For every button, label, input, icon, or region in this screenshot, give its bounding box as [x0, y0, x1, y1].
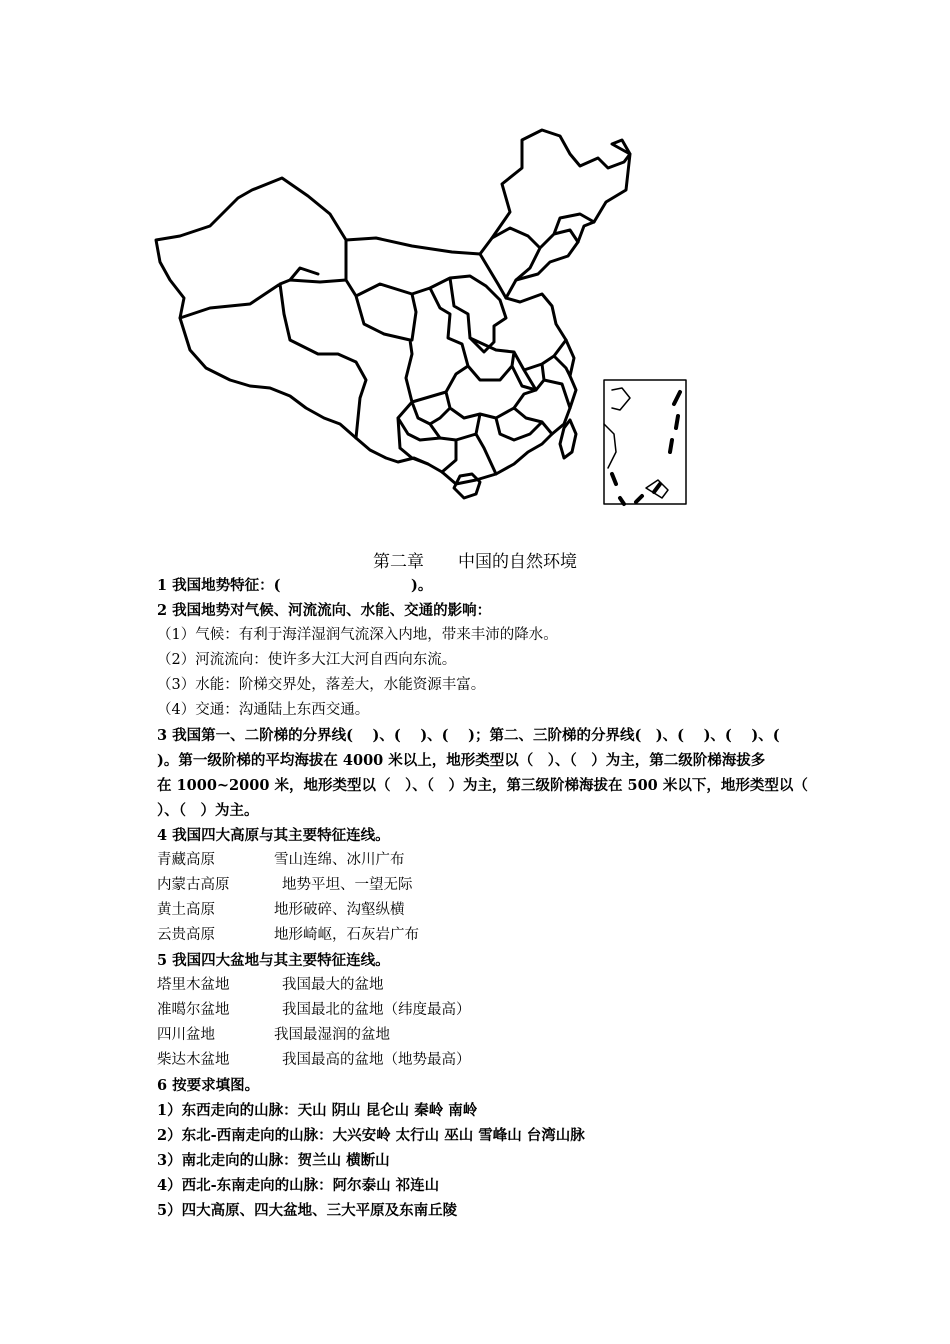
- question-3-line: 3 我国第一、二阶梯的分界线( )、( )、( )；第二、三阶梯的分界线( )、( )、( )、(: [157, 727, 780, 744]
- basin-feature: 我国最大的盆地: [282, 977, 384, 993]
- chapter-label: 第二章: [373, 552, 424, 572]
- question-2-item: （1）气候：有利于海洋湿润气流深入内地，带来丰沛的降水。: [157, 627, 558, 643]
- hainan-island: [454, 474, 480, 498]
- worksheet-body: [157, 573, 817, 1223]
- plateau-name: 黄土高原: [157, 902, 215, 918]
- question-4-heading: 4 我国四大高原与其主要特征连线。: [157, 827, 390, 844]
- question-3-line: 在 1000~2000 米，地形类型以（ ）、（ ）为主，第三级阶梯海拔在 500 米以下，地形类型以（: [157, 777, 808, 794]
- plateau-row: [157, 898, 817, 923]
- basin-feature: 我国最北的盆地（纬度最高）: [282, 1002, 471, 1018]
- basin-row: [157, 1023, 817, 1048]
- province-lines: [180, 214, 594, 474]
- question-1: 1 我国地势特征：( )。: [157, 577, 433, 594]
- basin-name: 塔里木盆地: [157, 977, 230, 993]
- basin-feature: 我国最高的盆地（地势最高）: [282, 1052, 471, 1068]
- question-3-line: ）、（ ）为主。: [157, 802, 259, 819]
- question-3-line: )。第一级阶梯的平均海拔在 4000 米以上，地形类型以（ ）、（ ）为主，第二级阶梯海拔多: [157, 752, 766, 769]
- chapter-title: [0, 547, 950, 572]
- basin-name: 四川盆地: [157, 1027, 215, 1043]
- chapter-name: 中国的自然环境: [458, 552, 577, 572]
- question-6-heading: 6 按要求填图。: [157, 1077, 260, 1094]
- plateau-feature: 地势平坦、一望无际: [282, 877, 413, 893]
- basin-row: [157, 1048, 817, 1073]
- plateau-row: [157, 873, 817, 898]
- basin-row: [157, 973, 817, 998]
- question-5-heading: 5 我国四大盆地与其主要特征连线。: [157, 952, 390, 969]
- plateau-feature: 雪山连绵、冰川广布: [274, 852, 405, 868]
- plateau-row: [157, 848, 817, 873]
- question-2-item: （4）交通：沟通陆上东西交通。: [157, 702, 370, 718]
- plateau-name: 云贵高原: [157, 927, 215, 943]
- plateau-feature: 地形破碎、沟壑纵横: [274, 902, 405, 918]
- inset-coast: [604, 388, 630, 468]
- plateau-row: [157, 923, 817, 948]
- question-2-item: （3）水能：阶梯交界处，落差大，水能资源丰富。: [157, 677, 486, 693]
- question-6-item: 5）四大高原、四大盆地、三大平原及东南丘陵: [157, 1202, 458, 1219]
- question-2-item: （2）河流流向：使许多大江大河自西向东流。: [157, 652, 457, 668]
- question-6-item: 4）西北-东南走向的山脉：阿尔泰山 祁连山: [157, 1177, 440, 1194]
- question-2-heading: 2 我国地势对气候、河流流向、水能、交通的影响：: [157, 602, 492, 619]
- china-outline-map: [150, 118, 695, 513]
- plateau-feature: 地形崎岖，石灰岩广布: [274, 927, 419, 943]
- basin-name: 准噶尔盆地: [157, 1002, 230, 1018]
- basin-feature: 我国最湿润的盆地: [274, 1027, 390, 1043]
- plateau-name: 青藏高原: [157, 852, 215, 868]
- basin-name: 柴达木盆地: [157, 1052, 230, 1068]
- basin-row: [157, 998, 817, 1023]
- question-6-item: 2）东北-西南走向的山脉：大兴安岭 太行山 巫山 雪峰山 台湾山脉: [157, 1127, 585, 1144]
- plateau-name: 内蒙古高原: [157, 877, 230, 893]
- question-6-item: 1）东西走向的山脉：天山 阴山 昆仑山 秦岭 南岭: [157, 1102, 478, 1119]
- question-6-item: 3）南北走向的山脉：贺兰山 横断山: [157, 1152, 390, 1169]
